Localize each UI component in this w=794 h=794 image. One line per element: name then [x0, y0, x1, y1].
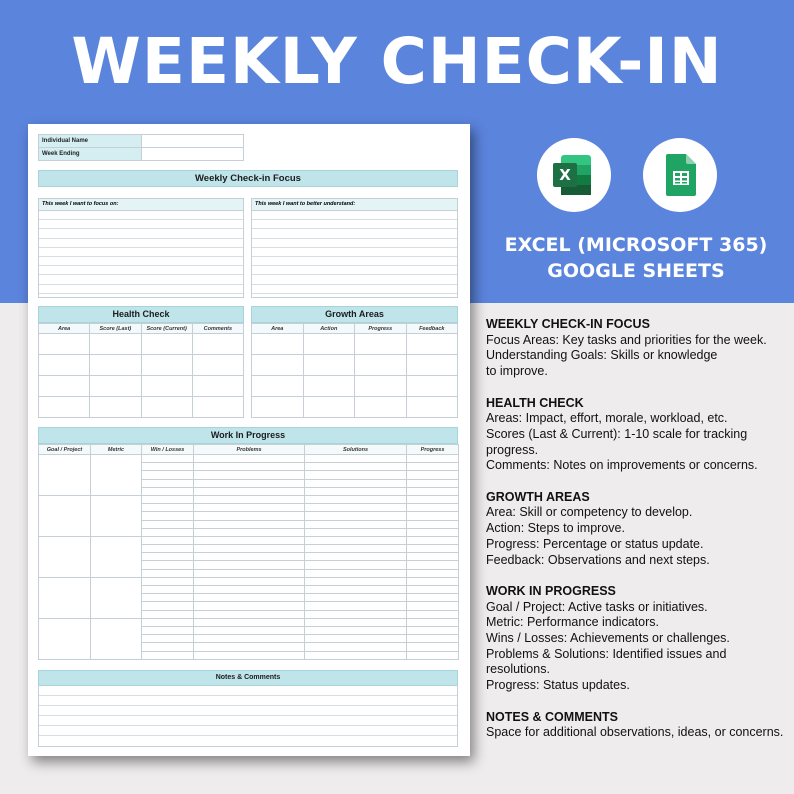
wip-col-solutions: Solutions: [305, 445, 407, 455]
wip-row: [39, 536, 459, 544]
platform-excel: EXCEL (MICROSOFT 365): [504, 234, 768, 256]
desc-line: Area: Skill or competency to develop.: [486, 505, 693, 520]
desc-line: Comments: Notes on improvements or concerns.: [486, 458, 758, 473]
wip-col-problems: Problems: [194, 445, 305, 455]
wip-col-goal-project: Goal / Project: [39, 445, 91, 455]
excel-icon: [537, 138, 611, 212]
desc-line: Goal / Project: Active tasks or initiatives.: [486, 599, 708, 614]
focus-right-caption: This week I want to better understand:: [252, 199, 457, 211]
week-ending-field: [142, 148, 244, 161]
wip-header: Work In Progress: [38, 427, 458, 444]
desc-line: Feedback: Observations and next steps.: [486, 552, 710, 567]
desc-line: Action: Steps to improve.: [486, 521, 625, 536]
wip-table: [38, 444, 459, 660]
desc-line: Metric: Performance indicators.: [486, 615, 659, 630]
desc-growth-areas: [486, 490, 790, 569]
focus-header: Weekly Check-in Focus: [38, 170, 458, 187]
growth-areas-table: [251, 323, 458, 418]
feature-descriptions: [486, 317, 790, 757]
wip-row: [39, 618, 459, 626]
growth-col-area: Area: [252, 324, 304, 334]
google-sheets-icon-graphic: [643, 138, 717, 212]
wip-col-progress: Progress: [407, 445, 459, 455]
desc-title: HEALTH CHECK: [486, 395, 584, 410]
focus-left-box: [38, 198, 244, 298]
desc-line: Focus Areas: Key tasks and priorities for the week.: [486, 332, 767, 347]
excel-letter: X: [559, 166, 571, 184]
notes-header: Notes & Comments: [38, 670, 458, 686]
desc-notes-comments: [486, 710, 790, 741]
page-title: WEEKLY CHECK-IN: [71, 25, 723, 98]
desc-line: Problems & Solutions: Identified issues and: [486, 646, 727, 661]
health-check-table: [38, 323, 244, 418]
individual-name-label: Individual Name: [39, 135, 142, 148]
notes-box: [38, 686, 458, 747]
platforms: [478, 232, 794, 284]
desc-work-in-progress: [486, 584, 790, 694]
wip-col-win-losses: Win / Losses: [142, 445, 194, 455]
health-col-score-current: Score (Current): [141, 324, 192, 334]
wip-col-metric: Metric: [91, 445, 142, 455]
desc-title: NOTES & COMMENTS: [486, 709, 618, 724]
health-col-area: Area: [39, 324, 90, 334]
desc-line: Space for additional observations, ideas, or concerns.: [486, 725, 784, 740]
desc-line: Progress: Status updates.: [486, 678, 630, 693]
wip-row: [39, 455, 459, 463]
desc-line: Wins / Losses: Achievements or challenges.: [486, 631, 730, 646]
wip-row: [39, 577, 459, 585]
desc-line: Progress: Percentage or status update.: [486, 536, 704, 551]
week-ending-label: Week Ending: [39, 148, 142, 161]
growth-col-progress: Progress: [355, 324, 407, 334]
health-check-header: Health Check: [38, 306, 244, 323]
info-table: [38, 134, 244, 161]
desc-health-check: [486, 396, 790, 475]
growth-areas-header: Growth Areas: [251, 306, 458, 323]
individual-name-field: [142, 135, 244, 148]
desc-line: to improve.: [486, 364, 548, 379]
desc-title: WEEKLY CHECK-IN FOCUS: [486, 317, 650, 331]
desc-line: Areas: Impact, effort, morale, workload, etc.: [486, 411, 728, 426]
desc-line: Scores (Last & Current): 1-10 scale for tracking: [486, 426, 748, 441]
platform-google-sheets: GOOGLE SHEETS: [547, 260, 725, 282]
focus-right-box: [251, 198, 458, 298]
desc-title: GROWTH AREAS: [486, 489, 590, 504]
desc-focus: [486, 317, 790, 380]
excel-icon-graphic: [537, 138, 611, 212]
growth-col-feedback: Feedback: [406, 324, 458, 334]
growth-col-action: Action: [303, 324, 355, 334]
desc-line: progress.: [486, 442, 539, 457]
wip-row: [39, 495, 459, 503]
health-col-comments: Comments: [192, 324, 243, 334]
health-col-score-last: Score (Last): [90, 324, 141, 334]
focus-left-caption: This week I want to focus on:: [39, 199, 243, 211]
google-sheets-icon: [643, 138, 717, 212]
desc-line: resolutions.: [486, 662, 550, 677]
desc-title: WORK IN PROGRESS: [486, 583, 616, 598]
template-preview: [28, 124, 470, 756]
desc-line: Understanding Goals: Skills or knowledge: [486, 348, 718, 363]
